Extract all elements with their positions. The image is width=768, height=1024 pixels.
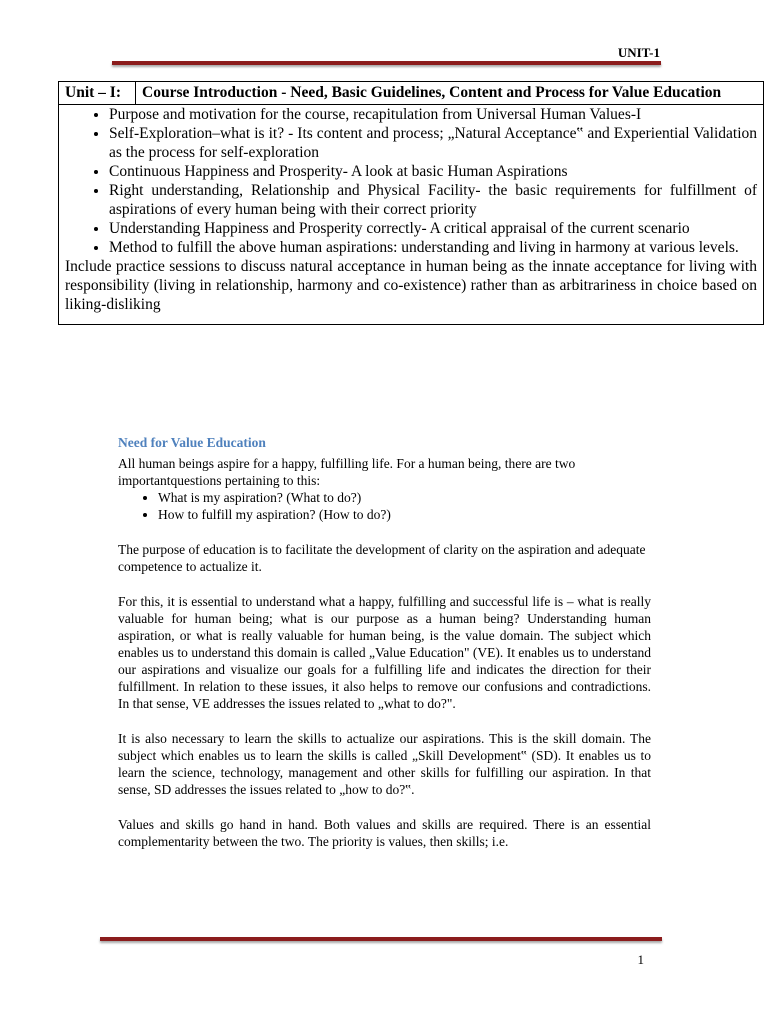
page-number: 1 [637, 952, 644, 967]
complementarity-paragraph: Values and skills go hand in hand. Both values and skills are required. There is an essential complementarity between the two. The priority is values, then skills; i.e. [118, 817, 651, 849]
value-domain-paragraph: For this, it is essential to understand what a happy, fulfilling and successful life is – what is really valuable for human being; what is our purpose as a human being? Understanding human aspiration, or what is really valuable for human being, is the value domain. The subject which enables us to understand this domain is called „Value Education" (VE). It enables us to understand our aspirations and visualize our goals for a fulfilling life and indicates the direction for their fulfillment. In relation to these issues, it also helps to remove our confusions and contradictions. In that sense, VE addresses the issues related to „what to do?". [118, 594, 651, 711]
unit-table-body-row [59, 105, 764, 325]
header-rule [112, 61, 661, 65]
topic-item: • Right understanding, Relationship and Physical Facility- the basic requirements for fulfillment of aspirations of every human being with their correct priority [109, 181, 757, 219]
intro-paragraph: All human beings aspire for a happy, fulfilling life. For a human being, there are two importantquestions pertaining to this: [118, 456, 576, 488]
topic-item: • Understanding Happiness and Prosperity correctly- A critical appraisal of the current scenario [109, 219, 757, 238]
value-education-section [118, 434, 651, 850]
practice-sessions-text: Include practice sessions to discuss natural acceptance in human being as the innate acceptance for living with responsibility (living in relationship, harmony and co-existence) rather than as arbitrariness in choice based on liking-disliking [65, 258, 757, 313]
unit-content-cell [59, 105, 764, 325]
topic-item: • Method to fulfill the above human aspirations: understanding and living in harmony at various levels. [109, 238, 757, 257]
unit-header-label: UNIT-1 [617, 45, 660, 60]
question-item: • What is my aspiration? (What to do?) [158, 489, 651, 506]
question-item: • How to fulfill my aspiration? (How to do?) [158, 506, 651, 523]
unit-title-cell: Course Introduction - Need, Basic Guidelines, Content and Process for Value Education [136, 82, 764, 105]
topic-list [65, 105, 757, 257]
topic-item: • Purpose and motivation for the course, recapitulation from Universal Human Values-I [109, 105, 757, 124]
topic-item: • Continuous Happiness and Prosperity- A look at basic Human Aspirations [109, 162, 757, 181]
section-heading: Need for Value Education [118, 435, 266, 450]
skill-domain-paragraph: It is also necessary to learn the skills to actualize our aspirations. This is the skill domain. The subject which enables us to learn the skills is called „Skill Development‟ (SD). It enables us to learn the science, technology, management and other skills for fulfilling our aspiration. In that sense, SD addresses the issues related to „how to do?‟. [118, 731, 651, 797]
unit-number-cell: Unit – I: [59, 82, 136, 105]
unit-table-header-row [59, 82, 764, 105]
question-list [118, 489, 651, 523]
topic-item: • Self-Exploration–what is it? - Its content and process; „Natural Acceptance‟ and Experiential Validation as the process for self-exploration [109, 124, 757, 162]
unit-table [58, 81, 764, 325]
purpose-paragraph: The purpose of education is to facilitate the development of clarity on the aspiration and adequate competence to actualize it. [118, 542, 646, 574]
footer-rule [100, 937, 662, 941]
